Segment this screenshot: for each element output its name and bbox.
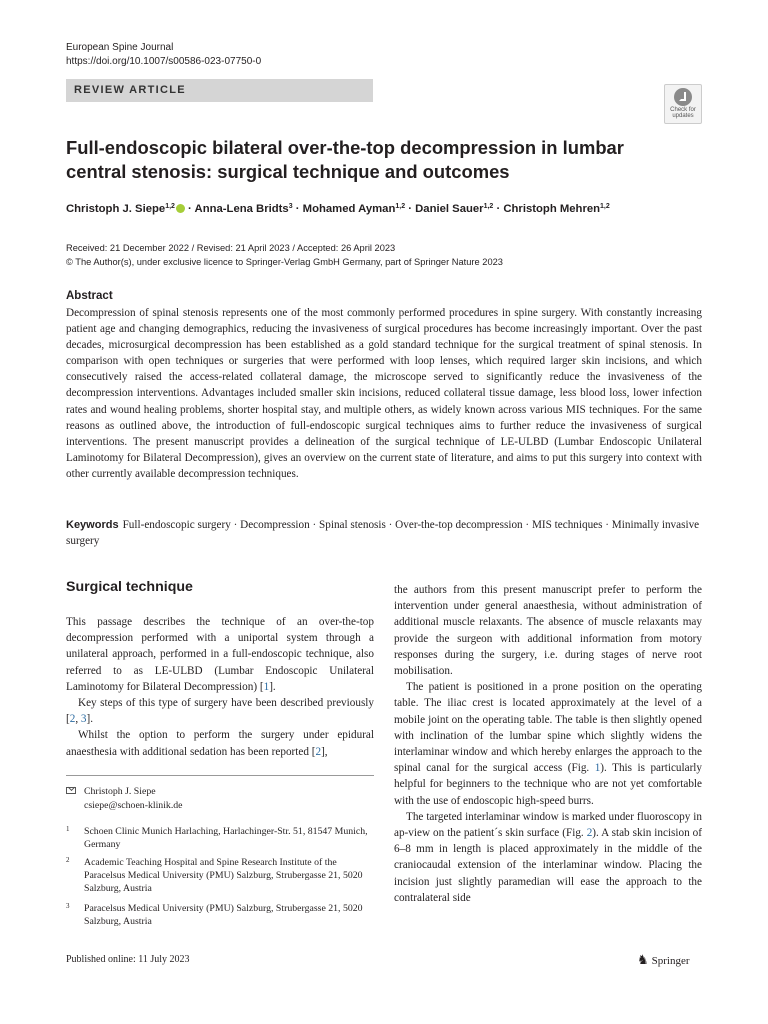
author-list: Christoph J. Siepe$^{1,2}$ · Anna-Lena Bridts$^3$ · Mohamed Ayman$^{1,2}$ · Daniel Sauer$^{1,2}$ · Christoph Mehren$^{1,2}$ [66, 203, 610, 215]
corresponding-name: Christoph J. Siepe [84, 786, 156, 797]
author-name[interactable]: Daniel Sauer [415, 203, 484, 215]
check-for-updates-badge[interactable] [664, 84, 702, 124]
keywords-list: Full-endoscopic surgery · Decompression · Spinal stenosis · Over-the-top decompression · MIS techniques · Minimally invasive surgery [66, 519, 700, 547]
check-badge-line2: updates [672, 113, 694, 119]
article-title: Full-endoscopic bilateral over-the-top decompression in lumbar central stenosis: surgical technique and outcomes [66, 137, 624, 182]
right-column [394, 582, 702, 906]
keywords-heading: Keywords [66, 519, 119, 531]
affiliation-text: Schoen Clinic Munich Harlaching, Harlachinger-Str. 51, 81547 Munich, Germany [84, 826, 368, 850]
check-updates-icon [674, 88, 692, 106]
footnote-divider [66, 775, 374, 776]
author-affiliation: 3 [288, 203, 293, 210]
paragraph: This passage describes the technique of an over-the-top decompression performed with a uniportal system through a unilateral approach, performed in a full-endoscopic technique, also referred to as LE-ULBD (Lumbar Endoscopic Unilateral Laminotomy for Bilateral Decompression) [1]. [66, 616, 374, 693]
author-affiliation: 1,2 [483, 203, 494, 210]
paragraph: The targeted interlaminar window is marked under fluoroscopy in ap-view on the patient´s skin surface (Fig. 2). A stab skin incision of 6–8 mm in length is placed approximately in the middle of the craniocaudal extension of the interlaminar window. Placing the incision just slightly paramedian will ease the approach to the contralateral side [394, 810, 702, 904]
figure-link[interactable]: 1 [594, 762, 601, 775]
affiliation-item [66, 825, 374, 851]
article-type-banner: REVIEW ARTICLE [66, 79, 373, 102]
copyright-line: © The Author(s), under exclusive licence to Springer-Verlag GmbH Germany, part of Springer Nature 2023 [66, 257, 503, 267]
corresponding-author [66, 785, 183, 813]
affiliation-item [66, 856, 374, 895]
affiliation-number: 3 [66, 902, 70, 910]
abstract-heading: Abstract [66, 290, 113, 302]
affiliation-text: Paracelsus Medical University (PMU) Salzburg, Strubergasse 21, 5020 Salzburg, Austria [84, 903, 363, 927]
affiliation-number: 2 [66, 856, 70, 864]
section-heading: Surgical technique [66, 579, 193, 595]
publisher-name: Springer [651, 955, 690, 967]
left-column [66, 614, 374, 760]
author-affiliation: 1,2 [165, 203, 175, 210]
published-date: Published online: 11 July 2023 [66, 954, 190, 965]
author-affiliation: 1,2 [395, 203, 406, 210]
author-affiliation: 1,2 [600, 203, 610, 210]
article-history [66, 241, 503, 269]
orcid-icon[interactable] [176, 204, 185, 213]
doi-link[interactable]: https://doi.org/10.1007/s00586-023-07750-0 [66, 56, 262, 67]
author-name[interactable]: Christoph J. Siepe [66, 203, 166, 215]
paragraph: The patient is positioned in a prone position on the operating table. The iliac crest is located approximately at the level of a mobile joint on the operating table. The table is then slightly opened with inclination of the lumbar spine which slightly widens the interlaminar window and which hereby enlarges the approach to the spinal canal for the surgical access (Fig. 1). This is particularly helpful for beginners to the technique who are not yet comfortable with the use of endoscopic high-speed burrs. [394, 681, 703, 807]
check-badge-line1: Check for [670, 107, 696, 113]
keywords [66, 517, 702, 549]
corresponding-email[interactable]: csiepe@schoen-klinik.de [84, 800, 183, 811]
journal-header [66, 41, 261, 69]
affiliation-number: 1 [66, 825, 70, 833]
springer-horse-icon: ♞ [637, 952, 649, 967]
received-dates: Received: 21 December 2022 / Revised: 21 April 2023 / Accepted: 26 April 2023 [66, 243, 396, 253]
publisher-logo[interactable] [637, 952, 690, 968]
author-name[interactable]: Christoph Mehren [503, 203, 601, 215]
affiliation-item [66, 902, 374, 928]
author-name[interactable]: Mohamed Ayman [302, 203, 396, 215]
paragraph: Whilst the option to perform the surgery under epidural anaesthesia with additional sedation has been reported [2], [66, 729, 374, 758]
abstract-text: Decompression of spinal stenosis represents one of the most commonly performed procedures in spine surgery. With constantly increasing patient age and changing demographics, reducing the invasiveness of surgical procedures has become increasingly important. Over the past decades, microsurgical decompression has been established as a gold standard technique for the surgical treatment of spinal stenosis. In comparison with open techniques or surgeries that were performed with loop lenses, which required larger skin incisions, and which consecutively raised the access-related collateral damage, the microscope served to significantly reduce the invasiveness of the decompression interventions. Advantages included smaller skin incisions, reduced collateral tissue damage, less blood loss, lower infection rates and wound healing problems, shorter hospital stay, and multiple others, as widely known across various MIS techniques. For the same reasons as outlined above, the introduction of full-endoscopic surgical techniques aims to further reduce the invasiveness of surgical interventions. The present manuscript provides a delineation of the surgical technique of LE-ULBD (Lumbar Endoscopic Unilateral Laminotomy for Bilateral Decompression), gives an overview on the current state of literature, and aims to put this surgery into context with other currently available decompression techniques. [66, 307, 702, 480]
citation-link[interactable]: 1 [263, 680, 270, 693]
paragraph: Key steps of this type of surgery have been described previously [2, 3]. [66, 697, 374, 726]
citation-link[interactable]: 2 [69, 713, 76, 726]
paragraph: the authors from this present manuscript prefer to perform the intervention under general anaesthesia, without administration of additional muscle relaxants. The absence of muscle relaxants may provide the surgeon with additional information from motory responses during the surgery, i.e. during stages of nerve root mobilisation. [394, 584, 702, 678]
author-name[interactable]: Anna-Lena Bridts [194, 203, 289, 215]
journal-name: European Spine Journal [66, 42, 174, 53]
citation-link[interactable]: 3 [80, 713, 87, 726]
envelope-icon [66, 787, 76, 794]
citation-link[interactable]: 2 [315, 745, 322, 758]
figure-link[interactable]: 2 [586, 827, 593, 840]
affiliation-text: Academic Teaching Hospital and Spine Research Institute of the Paracelsus Medical University (PMU) Salzburg, Strubergasse 21, 5020 Salzburg, Austria [84, 857, 363, 894]
